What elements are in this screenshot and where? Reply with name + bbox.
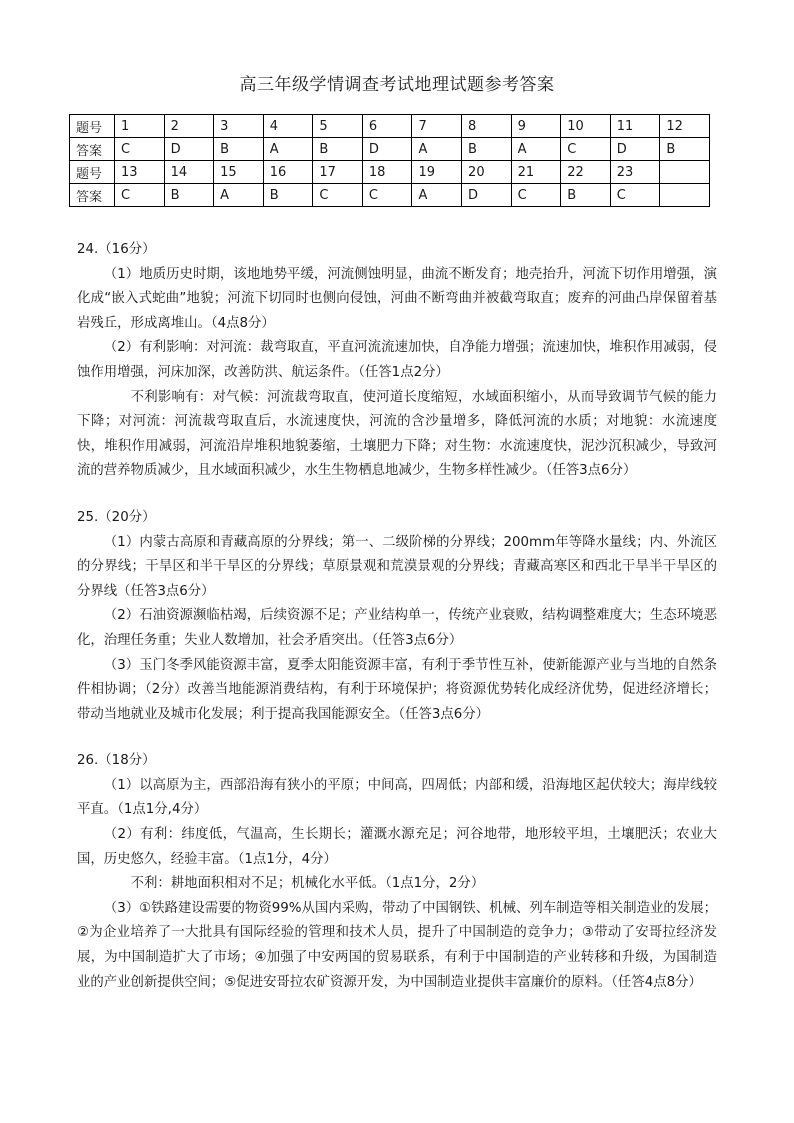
spacer <box>77 484 717 506</box>
answer-table-cell: A <box>412 138 462 161</box>
answer-table-cell <box>660 184 710 207</box>
question-25-part-2: （2）石油资源濒临枯竭，后续资源不足；产业结构单一，传统产业衰败，结构调整难度大；生态环境恶化，治理任务重；失业人数增加，社会矛盾突出。（任答3点6分） <box>77 608 717 648</box>
answer-table-cell: 12 <box>660 115 710 138</box>
answer-table-cell: C <box>511 184 561 207</box>
answer-table <box>69 114 710 207</box>
answer-table-cell: 1 <box>115 115 165 138</box>
answer-table-row-label: 题号 <box>70 161 115 184</box>
answer-table-cell: C <box>115 184 165 207</box>
answer-table-cell: C <box>362 184 412 207</box>
question-24-part-2: （2）有利影响：对河流：裁弯取直，平直河流流速加快，自净能力增强；流速加快，堆积作用减弱，侵蚀作用增强，河床加深，改善防洪、航运条件。（任答1点2分） <box>77 340 717 380</box>
answer-table-cell: 11 <box>610 115 660 138</box>
answer-table-cell: 9 <box>511 115 561 138</box>
answer-table-cell: A <box>412 184 462 207</box>
answer-table-cell: B <box>660 138 710 161</box>
answer-table-cell: D <box>462 184 512 207</box>
page-title: 高三年级学情调查考试地理试题参考答案 <box>239 75 555 95</box>
answer-table-row-label: 题号 <box>70 115 115 138</box>
answer-table-cell <box>660 161 710 184</box>
answer-table-cell: B <box>164 184 214 207</box>
answer-table-row-label: 答案 <box>70 184 115 207</box>
answer-table-cell: 8 <box>462 115 512 138</box>
answer-table-cell: A <box>511 138 561 161</box>
answer-table-row <box>70 115 710 138</box>
question-26-part-2-unfavorable: 不利：耕地面积相对不足；机械化水平低。（1点1分，2分） <box>130 876 485 892</box>
answer-table-cell: 15 <box>214 161 264 184</box>
answer-table-cell: D <box>610 138 660 161</box>
question-24-part-1: （1）地质历史时期，该地地势平缓，河流侧蚀明显，曲流不断发育；地壳抬升，河流下切作用增强，演化成“嵌入式蛇曲”地貌；河流下切同时也侧向侵蚀，河曲不断弯曲并被截弯取直；废弃的河曲凸岸保留着基岩残丘，形成离堆山。（4点8分） <box>77 266 717 331</box>
answer-table-cell: C <box>115 138 165 161</box>
question-25-header: 25.（20分） <box>77 509 156 525</box>
answer-table-cell: 6 <box>362 115 412 138</box>
answer-table-cell: 10 <box>561 115 611 138</box>
answer-table-cell: 7 <box>412 115 462 138</box>
answer-table-row <box>70 161 710 184</box>
answer-table-row <box>70 138 710 161</box>
answer-table-cell: 13 <box>115 161 165 184</box>
answer-table-cell: 21 <box>511 161 561 184</box>
question-25 <box>77 506 717 727</box>
answer-table-row-label: 答案 <box>70 138 115 161</box>
answer-table-cell: B <box>214 138 264 161</box>
question-26-header: 26.（18分） <box>77 753 156 769</box>
question-26 <box>77 749 717 995</box>
answer-table-cell: 23 <box>610 161 660 184</box>
answer-table-cell: 19 <box>412 161 462 184</box>
answer-table-cell: 17 <box>313 161 363 184</box>
answer-table-cell: 22 <box>561 161 611 184</box>
answer-table-cell: 2 <box>164 115 214 138</box>
answer-table-cell: C <box>610 184 660 207</box>
answer-table-cell: 3 <box>214 115 264 138</box>
question-24-header: 24.（16分） <box>77 242 156 257</box>
question-26-part-2: （2）有利：纬度低，气温高，生长期长；灌溉水源充足；河谷地带，地形较平坦，土壤肥沃；农业大国，历史悠久，经验丰富。（1点1分，4分） <box>77 827 717 867</box>
question-24 <box>77 238 717 484</box>
question-26-part-3: （3）①铁路建设需要的物资99%从国内采购，带动了中国钢铁、机械、列车制造等相关制造业的发展；②为企业培养了一大批具有国际经验的管理和技术人员，提升了中国制造的竞争力；③带动了安哥拉经济发展，为中国制造扩大了市场；④加强了中安两国的贸易联系，有利于中国制造的产业转移和升级，为国制造业的产业创新提供空间；⑤促进安哥拉农矿资源开发，为中国制造业提供丰富廉价的原料。（任答4点8分） <box>77 900 717 990</box>
spacer <box>77 727 717 749</box>
answer-table-cell: D <box>164 138 214 161</box>
answer-table-cell: 5 <box>313 115 363 138</box>
answer-table-body <box>70 115 710 207</box>
answer-table-cell: 16 <box>263 161 313 184</box>
question-26-part-1: （1）以高原为主，西部沿海有狭小的平原；中间高，四周低；内部和缓，沿海地区起伏较大；海岸线较平直。（1点1分,4分） <box>77 777 717 818</box>
answer-table-cell: 18 <box>362 161 412 184</box>
answer-table-row <box>70 184 710 207</box>
answer-content <box>77 238 717 995</box>
answer-table-cell: D <box>362 138 412 161</box>
answer-table-cell: A <box>263 138 313 161</box>
question-24-part-2-unfavorable: 不利影响有：对气候：河流裁弯取直，使河道长度缩短，水域面积缩小，从而导致调节气候的能力下降；对河流：河流裁弯取直后，水流速度快，河流的含沙量增多，降低河流的水质；对地貌：水流速度快，堆积作用减弱，河流沿岸堆积地貌萎缩，土壤肥力下降；对生物：水流速度快，泥沙沉积减少，导致河流的营养物质减少，且水域面积减少，水生生物栖息地减少，生物多样性减少。（任答3点6分） <box>77 389 717 479</box>
answer-table-cell: 20 <box>462 161 512 184</box>
answer-table-cell: B <box>462 138 512 161</box>
answer-table-cell: B <box>313 138 363 161</box>
question-25-part-3: （3）玉门冬季风能资源丰富，夏季太阳能资源丰富，有利于季节性互补，使新能源产业与当地的自然条件相协调；（2分）改善当地能源消费结构，有利于环境保护；将资源优势转化成经济优势，促进经济增长；带动当地就业及城市化发展；利于提高我国能源安全。（任答3点6分） <box>77 657 717 722</box>
answer-table-cell: 4 <box>263 115 313 138</box>
answer-table-cell: C <box>561 138 611 161</box>
answer-table-cell: B <box>561 184 611 207</box>
answer-table-cell: C <box>313 184 363 207</box>
question-25-part-1: （1）内蒙古高原和青藏高原的分界线；第一、二级阶梯的分界线；200mm年等降水量线；内、外流区的分界线；干旱区和半干旱区的分界线；草原景观和荒漠景观的分界线；青藏高寒区和西北干旱半干旱区的分界线（任答3点6分） <box>77 534 717 599</box>
answer-table-cell: A <box>214 184 264 207</box>
answer-table-cell: 14 <box>164 161 214 184</box>
answer-table-cell: B <box>263 184 313 207</box>
